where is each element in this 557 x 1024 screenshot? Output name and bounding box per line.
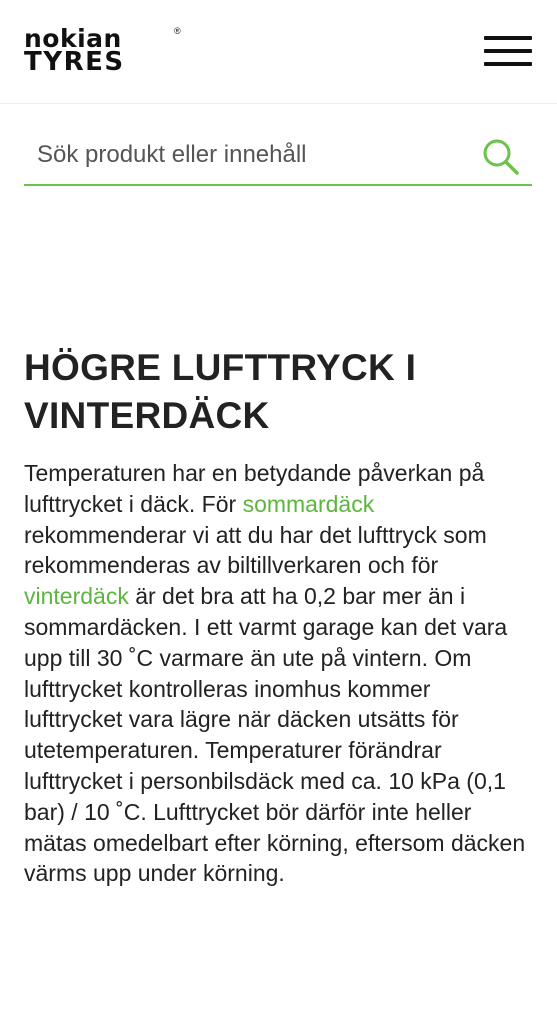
logo-wordmark-top: nokian bbox=[24, 24, 122, 53]
site-header bbox=[0, 0, 557, 104]
search-bar bbox=[24, 126, 532, 186]
menu-bar bbox=[484, 62, 532, 66]
page-title: HÖGRE LUFTTRYCK I VINTERDÄCK bbox=[24, 347, 417, 436]
winter-tyres-link[interactable]: vinterdäck bbox=[24, 583, 129, 610]
article-content bbox=[24, 344, 534, 889]
paragraph-text: rekommenderar vi att du har det lufttryck som rekommenderas av biltillverkaren och för bbox=[24, 521, 487, 579]
search-icon[interactable] bbox=[480, 136, 520, 176]
hamburger-menu-icon[interactable] bbox=[482, 34, 534, 68]
summer-tyres-link[interactable]: sommardäck bbox=[242, 490, 375, 517]
menu-bar bbox=[484, 36, 532, 40]
paragraph-text: är det bra att ha 0,2 bar mer än i sommardäcken. I ett varmt garage kan det vara upp till 30 ˚C varmare än ute på vintern. Om lufttrycket kontrolleras inomhus kommer lufttrycket vara lägre när däcken utsätts för utetemperaturen. Temperaturer förändrar lufttrycket i personbilsdäck med ca. 10 kPa (0,1 bar) / 10 ˚C. Lufttrycket bör därför inte heller mätas omedelbart efter körning, eftersom däcken värms upp under körning. bbox=[24, 583, 526, 887]
article-paragraph bbox=[24, 458, 534, 889]
logo-registered-mark: ® bbox=[174, 26, 181, 36]
paragraph-text: Temperaturen har en betydande påverkan på lufttrycket i däck. För bbox=[24, 460, 485, 517]
logo-wordmark-bottom: TYRES bbox=[24, 47, 125, 77]
menu-bar bbox=[484, 49, 532, 53]
search-input[interactable] bbox=[24, 126, 464, 184]
nokian-tyres-logo[interactable] bbox=[24, 24, 186, 77]
